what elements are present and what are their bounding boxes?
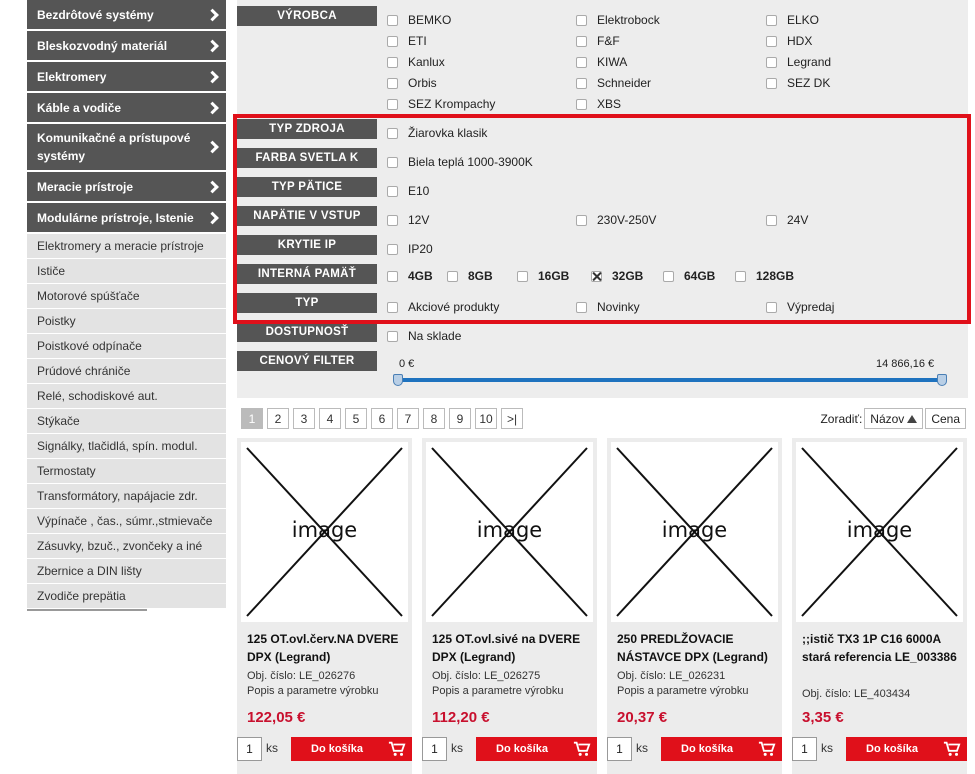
checkbox[interactable]: [387, 157, 398, 168]
price-min-label: 0 €: [399, 358, 415, 370]
filter-option[interactable]: XBS: [576, 97, 621, 111]
price-max-label: 14 866,16 €: [876, 358, 935, 370]
product-image[interactable]: [796, 442, 963, 622]
checkbox[interactable]: [387, 215, 398, 226]
filter-option[interactable]: Výpredaj: [766, 300, 834, 314]
page-button[interactable]: 7: [397, 408, 419, 429]
product-card: [792, 438, 967, 774]
filter-option[interactable]: 24V: [766, 213, 808, 227]
category-label: Bezdrôtové systémy: [37, 7, 154, 22]
subcategory-item[interactable]: Poistkové odpínače: [27, 334, 226, 359]
filter-option[interactable]: Na sklade: [387, 329, 461, 343]
checkbox[interactable]: [576, 57, 587, 68]
sort-by-name-button[interactable]: Názov: [864, 408, 923, 429]
product-description-link[interactable]: Popis a parametre výrobku: [247, 685, 379, 697]
filter-label-typ-zdroja: TYP ZDROJA: [237, 119, 377, 139]
image-placeholder-text: image: [476, 518, 543, 542]
checkbox[interactable]: [387, 271, 398, 282]
chevron-right-icon: [206, 70, 219, 83]
checkbox[interactable]: [387, 331, 398, 342]
subcategory-item[interactable]: Výpínače , čas., súmr.,stmievače: [27, 509, 226, 534]
product-image[interactable]: [241, 442, 408, 622]
filter-option[interactable]: Legrand: [766, 55, 831, 69]
chevron-right-icon: [206, 39, 219, 52]
cart-icon: [388, 740, 406, 758]
category-label: Bleskozvodný materiál: [37, 38, 168, 53]
category-label: Elektromery: [37, 69, 107, 84]
sort-controls: [820, 408, 966, 429]
last-page-button[interactable]: >|: [501, 408, 523, 429]
page-button[interactable]: 4: [319, 408, 341, 429]
page-button[interactable]: 10: [475, 408, 497, 429]
image-placeholder-text: image: [291, 518, 358, 542]
category-komunikacne[interactable]: [27, 124, 226, 170]
checkbox[interactable]: [576, 302, 587, 313]
checkbox[interactable]: [766, 57, 777, 68]
checkbox[interactable]: [387, 186, 398, 197]
filter-option[interactable]: 8GB: [447, 269, 493, 283]
filter-label-typ: TYP: [237, 293, 377, 313]
cart-icon: [573, 740, 591, 758]
filter-option[interactable]: 16GB: [517, 269, 569, 283]
checkbox[interactable]: [387, 302, 398, 313]
product-price: 112,20 €: [432, 709, 490, 726]
checkbox[interactable]: [735, 271, 746, 282]
unit-label: ks: [636, 741, 648, 755]
subcategory-item[interactable]: Motorové spúšťače: [27, 284, 226, 309]
subcategory-item[interactable]: Prúdové chrániče: [27, 359, 226, 384]
product-name[interactable]: 125 OT.ovl.sivé na DVERE DPX (Legrand): [432, 632, 581, 664]
filter-option[interactable]: HDX: [766, 34, 812, 48]
sort-by-price-button[interactable]: Cena: [925, 408, 966, 429]
product-name[interactable]: 250 PREDLŽOVACIE NÁSTAVCE DPX (Legrand): [617, 632, 768, 664]
product-code: Obj. číslo: LE_026276: [247, 670, 356, 682]
price-slider-track[interactable]: [398, 378, 943, 382]
product-image[interactable]: [426, 442, 593, 622]
category-sidebar: [27, 0, 226, 611]
filter-option[interactable]: 230V-250V: [576, 213, 656, 227]
chevron-right-icon: [206, 141, 219, 154]
product-price: 122,05 €: [247, 709, 306, 726]
chevron-right-icon: [206, 8, 219, 21]
filter-option[interactable]: Novinky: [576, 300, 640, 314]
filter-option[interactable]: F&F: [576, 34, 620, 48]
filter-option[interactable]: BEMKO: [387, 13, 451, 27]
product-price: 20,37 €: [617, 709, 668, 726]
sort-asc-icon: [907, 415, 917, 423]
sidebar-divider: [27, 609, 147, 611]
quantity-input[interactable]: 1: [237, 737, 262, 761]
unit-label: ks: [451, 741, 463, 755]
add-to-cart-button[interactable]: Do košíka: [846, 737, 967, 761]
filter-option[interactable]: 128GB: [735, 269, 794, 283]
category-label: Modulárne prístroje, Istenie: [37, 210, 194, 225]
cart-icon: [758, 740, 776, 758]
subcategory-item[interactable]: Stýkače: [27, 409, 226, 434]
product-description-link[interactable]: Popis a parametre výrobku: [432, 685, 564, 697]
filter-panel: [237, 0, 968, 398]
page-button[interactable]: 6: [371, 408, 393, 429]
filter-option[interactable]: E10: [387, 184, 429, 198]
price-slider-max-handle[interactable]: [937, 374, 947, 386]
checkbox[interactable]: [766, 302, 777, 313]
filter-label-farba: FARBA SVETLA K: [237, 148, 377, 168]
product-code: Obj. číslo: LE_403434: [802, 688, 911, 700]
subcategory-item[interactable]: Signálky, tlačidlá, spín. modul.: [27, 434, 226, 459]
filter-option[interactable]: 32GB: [591, 269, 643, 283]
subcategory-item[interactable]: Zvodiče prepätia: [27, 584, 226, 609]
checkbox[interactable]: [766, 78, 777, 89]
quantity-input[interactable]: 1: [422, 737, 447, 761]
checkbox[interactable]: [387, 36, 398, 47]
filter-option[interactable]: Schneider: [576, 76, 651, 90]
sort-label: Zoradiť:: [820, 411, 863, 426]
page-button[interactable]: 1: [241, 408, 263, 429]
checkbox[interactable]: [387, 57, 398, 68]
subcategory-item[interactable]: Ističe: [27, 259, 226, 284]
unit-label: ks: [821, 741, 833, 755]
subcategory-item[interactable]: Elektromery a meracie prístroje: [27, 234, 226, 259]
checkbox[interactable]: [766, 36, 777, 47]
product-card: [422, 438, 597, 774]
chevron-right-icon: [206, 211, 219, 224]
subcategory-item[interactable]: Poistky: [27, 309, 226, 334]
checkbox[interactable]: [576, 78, 587, 89]
subcategory-item[interactable]: Transformátory, napájacie zdr.: [27, 484, 226, 509]
filter-option[interactable]: KIWA: [576, 55, 627, 69]
filter-option[interactable]: Žiarovka klasik: [387, 126, 487, 140]
filter-label-vyrobca: VÝROBCA: [237, 6, 377, 26]
checkbox[interactable]: [387, 78, 398, 89]
checkbox[interactable]: [663, 271, 674, 282]
filter-option[interactable]: ETI: [387, 34, 427, 48]
product-image[interactable]: [611, 442, 778, 622]
category-kable[interactable]: [27, 93, 226, 122]
product-code: Obj. číslo: LE_026231: [617, 670, 726, 682]
checkbox[interactable]: [387, 128, 398, 139]
checkbox[interactable]: [766, 15, 777, 26]
add-to-cart-button[interactable]: Do košíka: [661, 737, 782, 761]
filter-option[interactable]: Elektrobock: [576, 13, 660, 27]
quantity-input[interactable]: 1: [607, 737, 632, 761]
pagination: [241, 408, 523, 429]
checkbox-checked[interactable]: [591, 271, 602, 282]
filter-option[interactable]: IP20: [387, 242, 433, 256]
page-button[interactable]: 8: [423, 408, 445, 429]
category-label: Káble a vodiče: [37, 100, 122, 115]
subcategory-item[interactable]: Relé, schodiskové aut.: [27, 384, 226, 409]
product-price: 3,35 €: [802, 709, 844, 726]
filter-label-cena: CENOVÝ FILTER: [237, 351, 377, 371]
price-slider-min-handle[interactable]: [393, 374, 403, 386]
image-placeholder-text: image: [846, 518, 913, 542]
product-card: [607, 438, 782, 774]
filter-label-napatie: NAPÄTIE V VSTUP: [237, 206, 377, 226]
chevron-right-icon: [206, 101, 219, 114]
filter-label-typ-patice: TYP PÄTICE: [237, 177, 377, 197]
filter-option[interactable]: 64GB: [663, 269, 715, 283]
filter-label-krytie: KRYTIE IP: [237, 235, 377, 255]
checkbox[interactable]: [517, 271, 528, 282]
checkbox[interactable]: [387, 15, 398, 26]
product-name[interactable]: ;;istič TX3 1P C16 6000A stará referencia LE_003386: [802, 632, 957, 664]
filter-option[interactable]: Kanlux: [387, 55, 445, 69]
filter-option[interactable]: 12V: [387, 213, 429, 227]
category-bezdrotove[interactable]: [27, 0, 226, 29]
filter-option[interactable]: SEZ DK: [766, 76, 830, 90]
checkbox[interactable]: [576, 99, 587, 110]
chevron-right-icon: [206, 180, 219, 193]
checkbox[interactable]: [766, 215, 777, 226]
checkbox[interactable]: [387, 99, 398, 110]
category-modularne[interactable]: [27, 203, 226, 232]
filter-option[interactable]: Biela teplá 1000-3900K: [387, 155, 533, 169]
filter-label-pamat: INTERNÁ PAMÄŤ: [237, 264, 377, 284]
filter-option[interactable]: 4GB: [387, 269, 433, 283]
product-name[interactable]: 125 OT.ovl.červ.NA DVERE DPX (Legrand): [247, 632, 399, 664]
unit-label: ks: [266, 741, 278, 755]
subcategory-item[interactable]: Zásuvky, bzuč., zvončeky a iné: [27, 534, 226, 559]
category-label: Komunikačné a prístupové systémy: [37, 131, 191, 163]
page-button[interactable]: 3: [293, 408, 315, 429]
page-button[interactable]: 9: [449, 408, 471, 429]
subcategory-item[interactable]: Termostaty: [27, 459, 226, 484]
subcategory-item[interactable]: Zbernice a DIN lišty: [27, 559, 226, 584]
checkbox[interactable]: [447, 271, 458, 282]
product-card: [237, 438, 412, 774]
filter-option[interactable]: SEZ Krompachy: [387, 97, 495, 111]
quantity-input[interactable]: 1: [792, 737, 817, 761]
filter-option[interactable]: Akciové produkty: [387, 300, 499, 314]
filter-option[interactable]: Orbis: [387, 76, 437, 90]
product-code: Obj. číslo: LE_026275: [432, 670, 541, 682]
product-description-link[interactable]: Popis a parametre výrobku: [617, 685, 749, 697]
category-label: Meracie prístroje: [37, 179, 134, 194]
checkbox[interactable]: [576, 15, 587, 26]
checkbox[interactable]: [576, 215, 587, 226]
checkbox[interactable]: [387, 244, 398, 255]
checkbox[interactable]: [576, 36, 587, 47]
cart-icon: [943, 740, 961, 758]
category-meracie[interactable]: [27, 172, 226, 201]
image-placeholder-text: image: [661, 518, 728, 542]
filter-option[interactable]: ELKO: [766, 13, 819, 27]
page-button[interactable]: 5: [345, 408, 367, 429]
category-bleskozvodny[interactable]: [27, 31, 226, 60]
category-elektromery[interactable]: [27, 62, 226, 91]
page-button[interactable]: 2: [267, 408, 289, 429]
add-to-cart-button[interactable]: Do košíka: [476, 737, 597, 761]
filter-label-dostupnost: DOSTUPNOSŤ: [237, 322, 377, 342]
add-to-cart-button[interactable]: Do košíka: [291, 737, 412, 761]
